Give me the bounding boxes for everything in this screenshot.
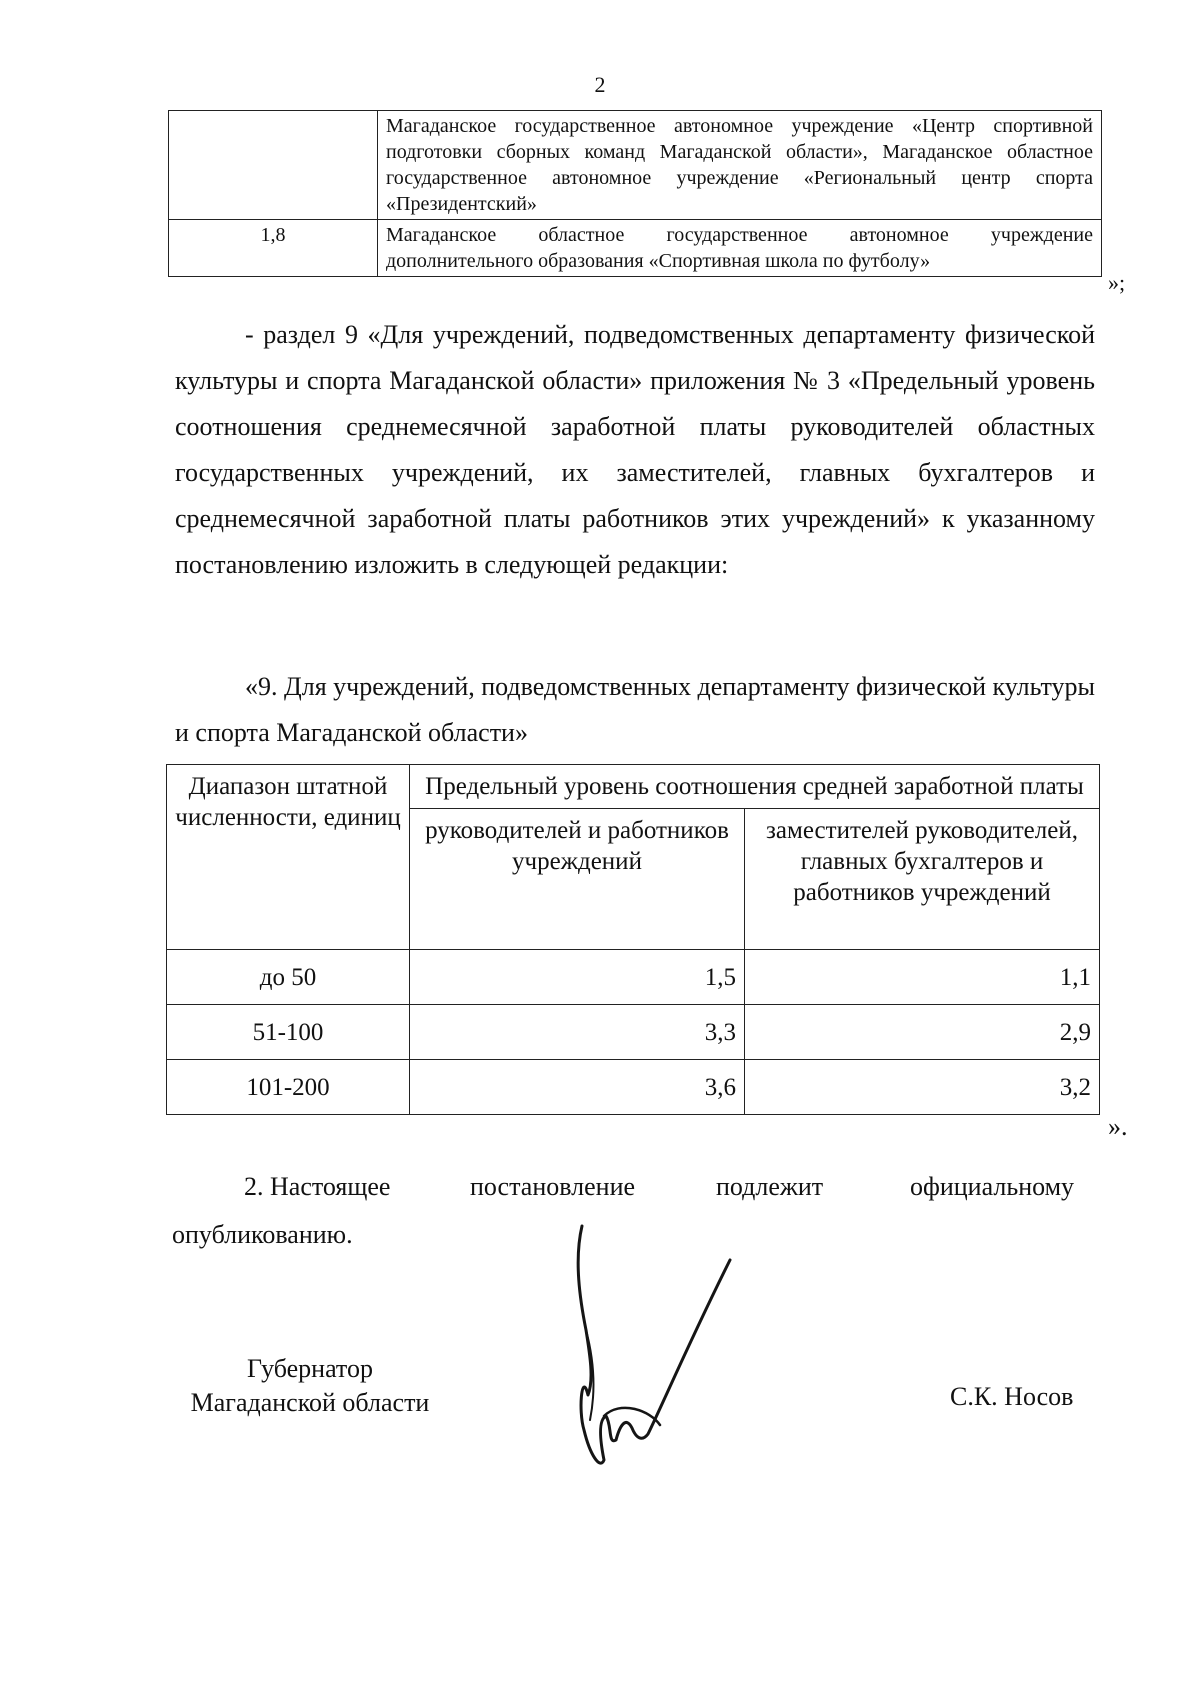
publication-word: официальному (910, 1172, 1075, 1201)
publication-word: опубликованию. (172, 1220, 353, 1249)
value-cell: 1,5 (410, 950, 745, 1005)
ratio-table (166, 764, 1100, 1115)
paragraph-section-9: - раздел 9 «Для учреждений, подведомственных департаменту физической культуры и спорта Магаданской области» приложения № 3 «Предельный уровень соотношения среднемесячной заработной платы руководителей областных государственных учреждений, их заместителей, главных бухгалтеров и среднемесячной заработной платы работников этих учреждений» к указанному постановлению изложить в следующей редакции: (175, 320, 1095, 579)
signatory-name: С.К. Носов (950, 1382, 1074, 1411)
range-cell: до 50 (167, 950, 410, 1005)
range-cell: 101-200 (167, 1060, 410, 1115)
paragraph-heading-9: «9. Для учреждений, подведомственных департаменту физической культуры и спорта Магаданской области» (175, 672, 1095, 747)
institutions-table (168, 110, 1102, 277)
header-col2: заместителей руководителей, главных бухгалтеров и работников учреждений (745, 809, 1100, 950)
closing-quote: ». (1108, 1112, 1128, 1141)
publication-word: постановление (470, 1172, 636, 1201)
value-cell: 2,9 (745, 1005, 1100, 1060)
header-group: Предельный уровень соотношения средней заработной платы (410, 765, 1100, 809)
table-row (169, 111, 1102, 220)
coef-cell: 1,8 (169, 220, 378, 277)
institutions-cell: Магаданское государственное автономное учреждение «Центр спортивной подготовки сборных команд Магаданской области», Магаданское областное государственное автономное учреждение «Региональный центр спорта «Президентский» (378, 111, 1102, 220)
value-cell: 3,2 (745, 1060, 1100, 1115)
title-line: Губернатор (247, 1354, 373, 1383)
table-row (167, 1005, 1100, 1060)
value-cell: 1,1 (745, 950, 1100, 1005)
value-cell: 3,6 (410, 1060, 745, 1115)
coef-cell (169, 111, 378, 220)
publication-word: подлежит (716, 1172, 824, 1201)
signatory-title (160, 1352, 460, 1420)
institutions-cell: Магаданское областное государственное автономное учреждение дополнительного образования «Спортивная школа по футболу» (378, 220, 1102, 277)
header-range: Диапазон штатной численности, единиц (167, 765, 410, 950)
table-row (167, 1060, 1100, 1115)
publication-word: 2. Настоящее (244, 1172, 391, 1201)
closing-quote: »; (1108, 270, 1126, 295)
handwritten-signature (560, 1220, 800, 1480)
page-number: 2 (594, 72, 606, 97)
header-col1: руководителей и работников учреждений (410, 809, 745, 950)
table-row (167, 950, 1100, 1005)
range-cell: 51-100 (167, 1005, 410, 1060)
value-cell: 3,3 (410, 1005, 745, 1060)
table-row (169, 220, 1102, 277)
title-line: Магаданской области (190, 1388, 430, 1417)
